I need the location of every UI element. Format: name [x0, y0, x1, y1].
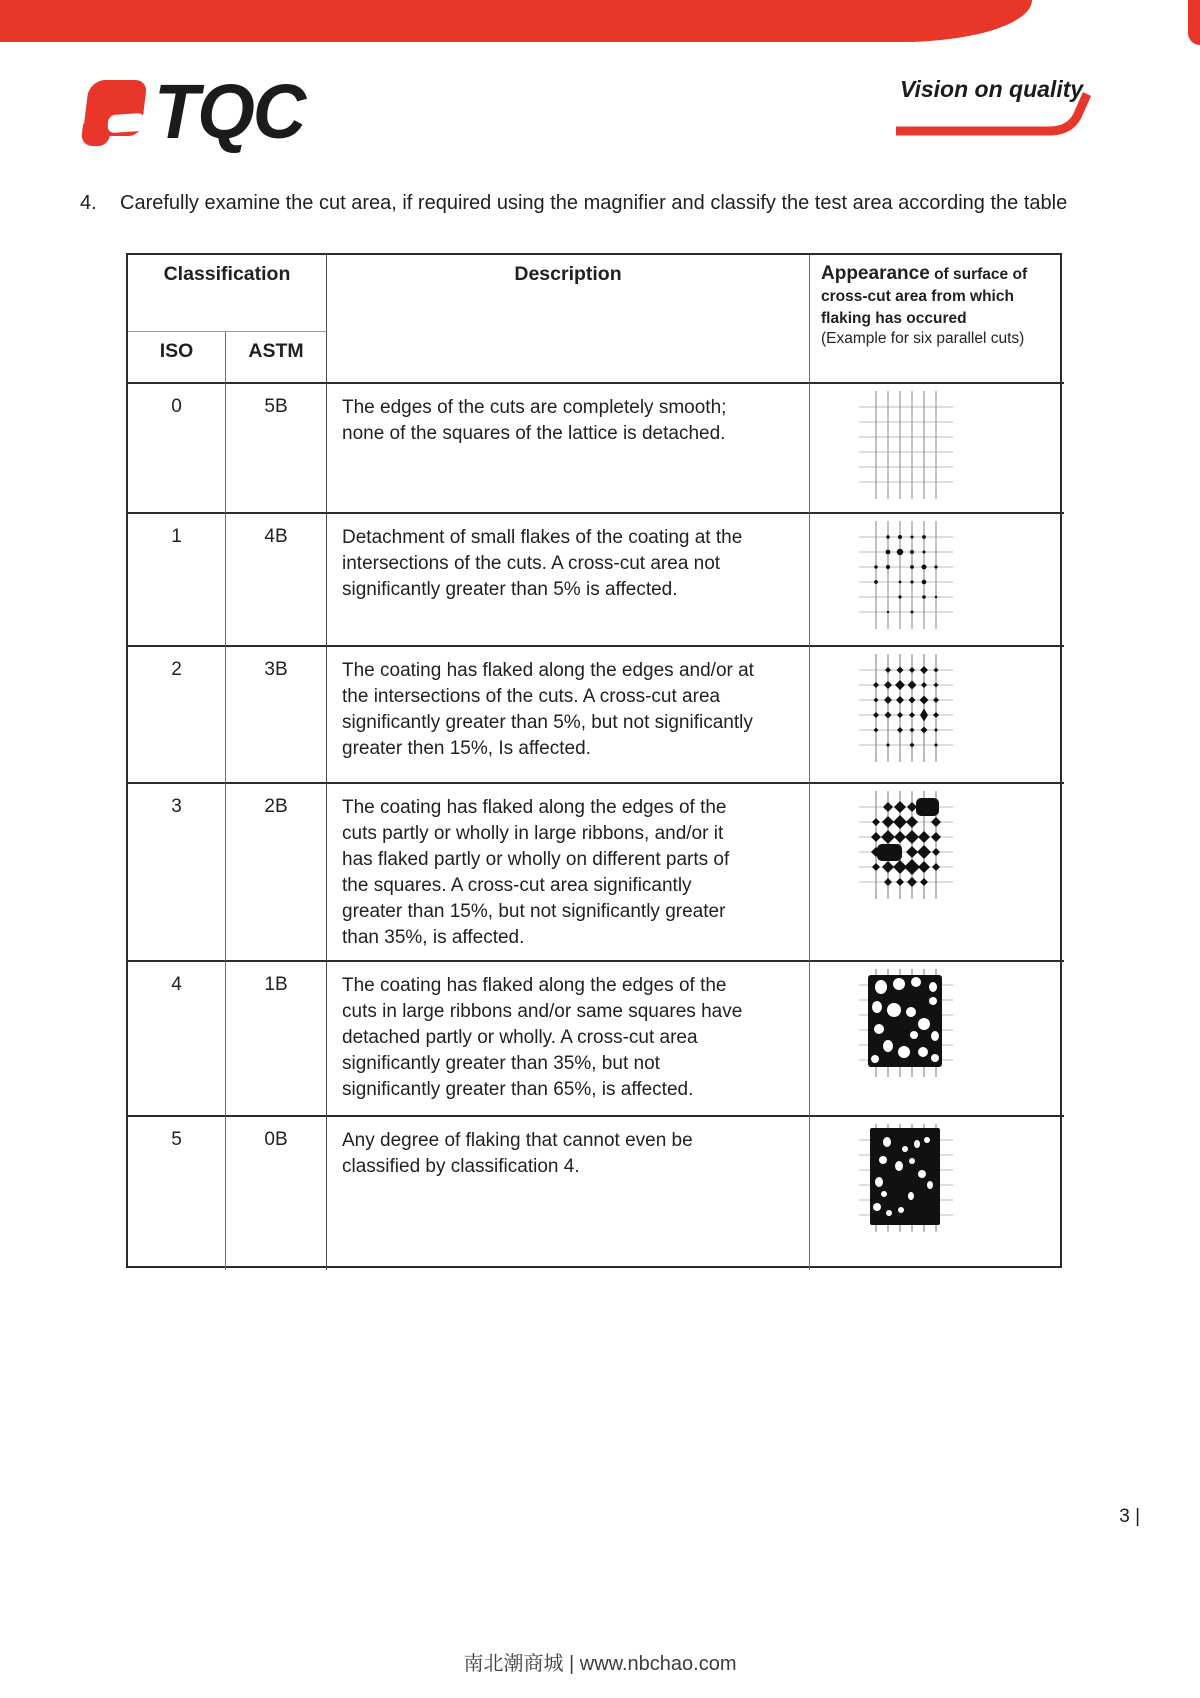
- astm-cell: 1B: [226, 962, 327, 1117]
- tagline-text: Vision on quality: [900, 76, 1084, 102]
- crosscut-pattern-5b-no-flaking: [854, 389, 954, 501]
- step-number: 4.: [80, 192, 97, 214]
- step-4-instruction: [80, 192, 1150, 215]
- header-appearance-subtitle: of surface of cross-cut area from which flaking has occured: [821, 266, 1028, 327]
- description-cell: The coating has flaked along the edges of the cuts partly or wholly in large ribbons, and/or it has flaked partly or wholly on different parts of the squares. A cross-cut area significantly greater than 15%, but not significantly greater than 35%, is affected.: [327, 784, 810, 962]
- tqc-logo: [84, 68, 305, 155]
- iso-cell: 2: [128, 647, 226, 784]
- header-description: Description: [327, 255, 810, 384]
- iso-cell: 0: [128, 384, 226, 514]
- iso-cell: 3: [128, 784, 226, 962]
- header-astm: ASTM: [226, 332, 327, 384]
- appearance-cell: [810, 514, 1064, 647]
- crosscut-pattern-0b-fully-detached: [854, 1122, 954, 1234]
- step-text: Carefully examine the cut area, if required using the magnifier and classify the test area according the table: [120, 192, 1068, 214]
- description-cell: The coating has flaked along the edges and/or at the intersections of the cuts. A cross-cut area significantly greater than 5%, but not significantly greater then 15%, Is affected.: [327, 647, 810, 784]
- appearance-cell: [810, 784, 1064, 962]
- astm-cell: 4B: [226, 514, 327, 647]
- crosscut-pattern-4b-small-flakes: [854, 519, 954, 631]
- description-cell: Any degree of flaking that cannot even be classified by classification 4.: [327, 1117, 810, 1270]
- site-footer-text: 南北潮商城 | www.nbchao.com: [463, 1653, 737, 1675]
- header-classification: Classification: [128, 255, 327, 332]
- astm-cell: 2B: [226, 784, 327, 962]
- astm-cell: 5B: [226, 384, 327, 514]
- header-iso: ISO: [128, 332, 226, 384]
- astm-cell: 3B: [226, 647, 327, 784]
- iso-cell: 1: [128, 514, 226, 647]
- iso-cell: 4: [128, 962, 226, 1117]
- description-cell: The coating has flaked along the edges of the cuts in large ribbons and/or same squares have detached partly or wholly. A cross-cut area significantly greater than 35%, but not significantly greater than 65%, is affected.: [327, 962, 810, 1117]
- logo-white-notch: [107, 113, 144, 133]
- appearance-cell: [810, 1117, 1064, 1270]
- crosscut-pattern-2b-large-ribbons: [854, 789, 954, 901]
- tagline-red-swoosh-icon: [893, 90, 1113, 140]
- description-cell: The edges of the cuts are completely smooth; none of the squares of the lattice is detached.: [327, 384, 810, 514]
- astm-cell: 0B: [226, 1117, 327, 1270]
- top-right-red-corner: [1188, 0, 1200, 45]
- crosscut-pattern-1b-mostly-detached: [854, 967, 954, 1079]
- appearance-cell: [810, 647, 1064, 784]
- header-appearance-title: Appearance: [821, 263, 930, 284]
- iso-cell: 5: [128, 1117, 226, 1270]
- tqc-logo-icon: [84, 80, 146, 146]
- appearance-cell: [810, 384, 1064, 514]
- header-appearance-note: (Example for six parallel cuts): [821, 330, 1025, 347]
- crosscut-pattern-3b-flaked-intersections: [854, 652, 954, 764]
- classification-table: [126, 253, 1062, 1268]
- header-appearance: [810, 255, 1064, 384]
- appearance-cell: [810, 962, 1064, 1117]
- tqc-logo-text: TQC: [154, 68, 305, 155]
- page-number: 3 |: [1119, 1506, 1140, 1527]
- description-cell: Detachment of small flakes of the coating at the intersections of the cuts. A cross-cut area not significantly greater than 5% is affected.: [327, 514, 810, 647]
- top-red-banner: [0, 0, 1032, 42]
